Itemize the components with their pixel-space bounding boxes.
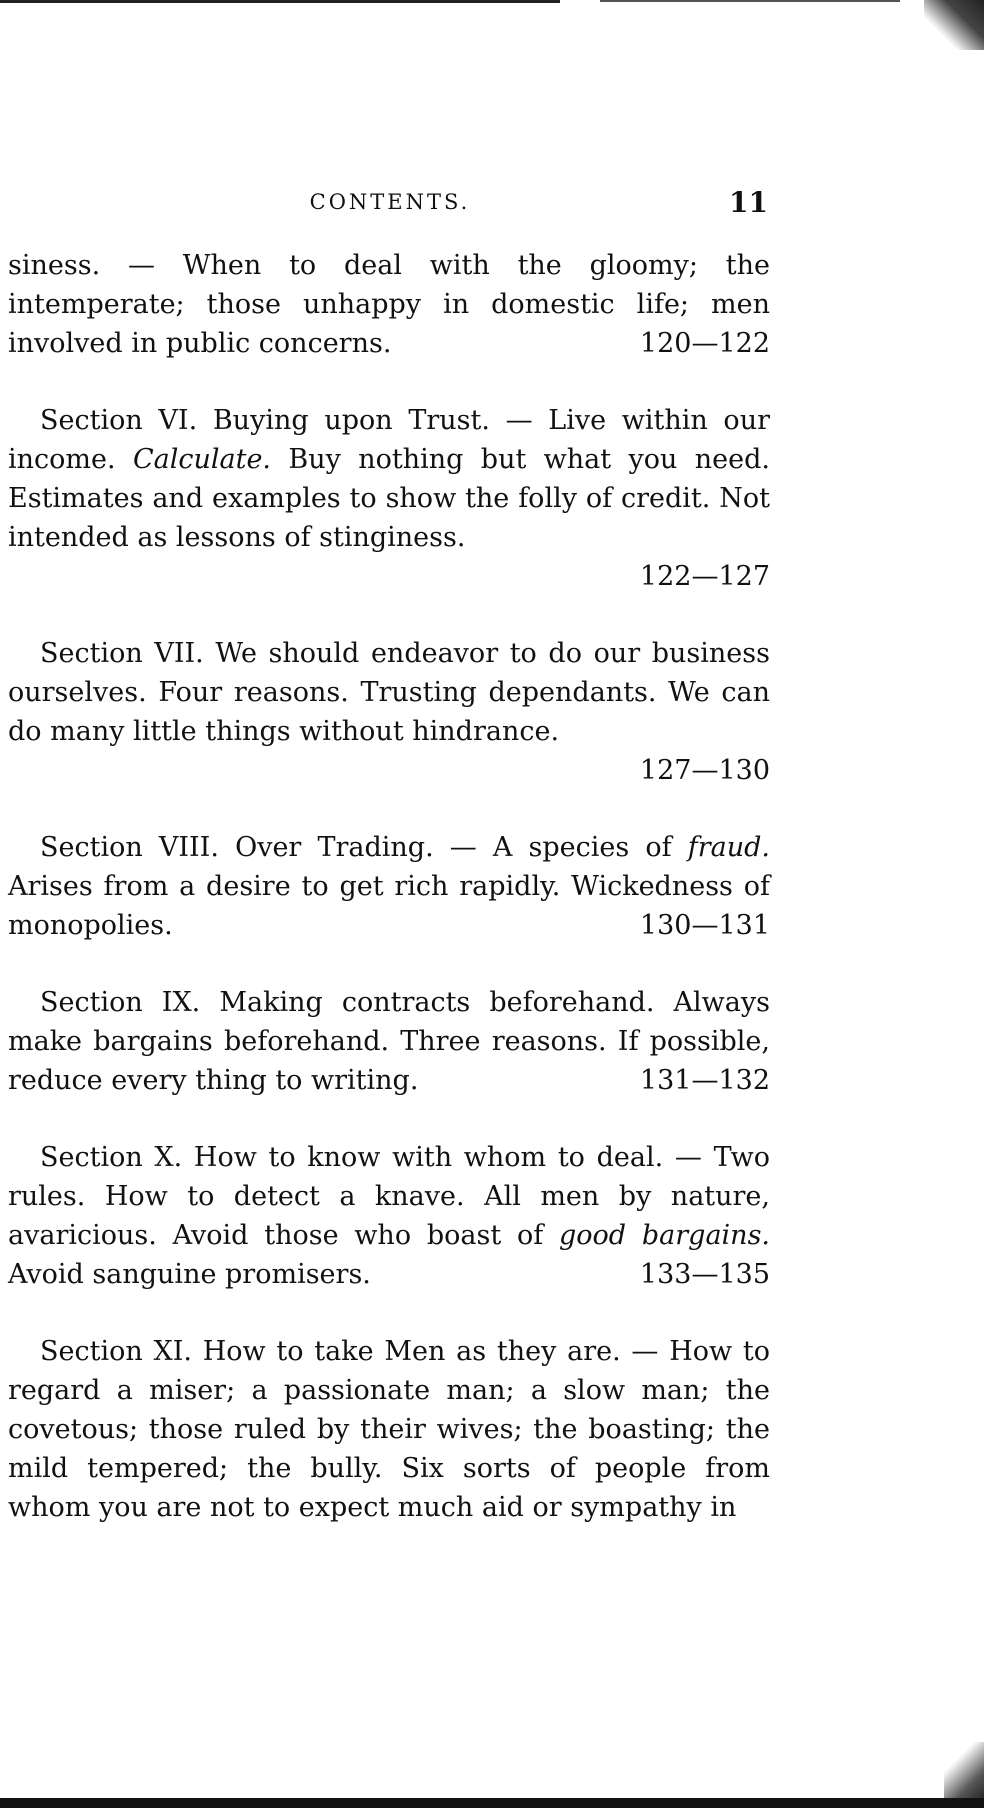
page-title: CONTENTS. bbox=[309, 190, 471, 214]
entry-text: Buying upon Trust. — Live within our income. bbox=[8, 405, 770, 475]
section-label: Section VII. bbox=[40, 638, 204, 669]
entry-text: Over Trading. — A species of bbox=[235, 832, 672, 863]
section-label: Section VIII. bbox=[40, 832, 219, 863]
entry-text: How to take Men as they are. — How to regard a miser; a passionate man; a slow man; the covetous; those ruled by their wives; the boasting; the mild tempered; the bully. Six sorts of people from whom you are not to expect much aid or sympathy in bbox=[8, 1336, 770, 1523]
contents-entry bbox=[8, 634, 770, 790]
section-label: Section X. bbox=[40, 1142, 183, 1173]
contents-entry bbox=[8, 246, 770, 363]
contents-entry bbox=[8, 401, 770, 596]
running-header bbox=[10, 186, 770, 222]
scan-edge-top-right bbox=[600, 0, 900, 2]
page-range: 127—130 bbox=[639, 755, 770, 786]
entry-text: We should endeavor to do our business ourselves. Four reasons. Trusting dependants. We can do many little things without hindrance. bbox=[8, 638, 770, 747]
contents-entry bbox=[8, 1332, 770, 1527]
contents-body bbox=[8, 246, 770, 1565]
entry-emphasis: good bargains. bbox=[559, 1220, 771, 1251]
page-range: 130—131 bbox=[639, 910, 770, 941]
contents-entry bbox=[8, 983, 770, 1100]
section-label: Section XI. bbox=[40, 1336, 192, 1367]
page-range: 133—135 bbox=[639, 1259, 770, 1290]
section-label: Section VI. bbox=[40, 405, 198, 436]
page-range: 120—122 bbox=[639, 328, 770, 359]
page-range: 131—132 bbox=[639, 1065, 770, 1096]
entry-text: How to know with whom to deal. — Two rules. How to detect a knave. All men by nature, avaricious. Avoid those who boast of bbox=[8, 1142, 770, 1251]
contents-entry bbox=[8, 1138, 770, 1294]
entry-emphasis: Calculate. bbox=[132, 444, 271, 475]
section-label: Section IX. bbox=[40, 987, 201, 1018]
page-range: 122—127 bbox=[639, 561, 770, 592]
entry-text: Avoid sanguine promisers. bbox=[8, 1259, 371, 1290]
entry-text: Buy nothing but what you need. Estimates and examples to show the folly of credit. Not intended as lessons of stinginess. bbox=[8, 444, 770, 553]
entry-text: siness. — When to deal with the gloomy; the intemperate; those unhappy in domestic life; men involved in public concerns. bbox=[8, 250, 770, 359]
page-corner-shadow-bottom bbox=[944, 1742, 984, 1802]
page-number: 11 bbox=[729, 186, 768, 219]
entry-text: Arises from a desire to get rich rapidly. Wickedness of monopolies. bbox=[8, 871, 770, 941]
scan-edge-bottom bbox=[0, 1798, 984, 1808]
page-corner-shadow-top bbox=[924, 0, 984, 50]
contents-entry bbox=[8, 828, 770, 945]
entry-emphasis: fraud. bbox=[687, 832, 770, 863]
entry-text: Making contracts beforehand. Always make bargains beforehand. Three reasons. If possible, reduce every thing to writing. bbox=[8, 987, 770, 1096]
scan-edge-top bbox=[0, 0, 560, 3]
